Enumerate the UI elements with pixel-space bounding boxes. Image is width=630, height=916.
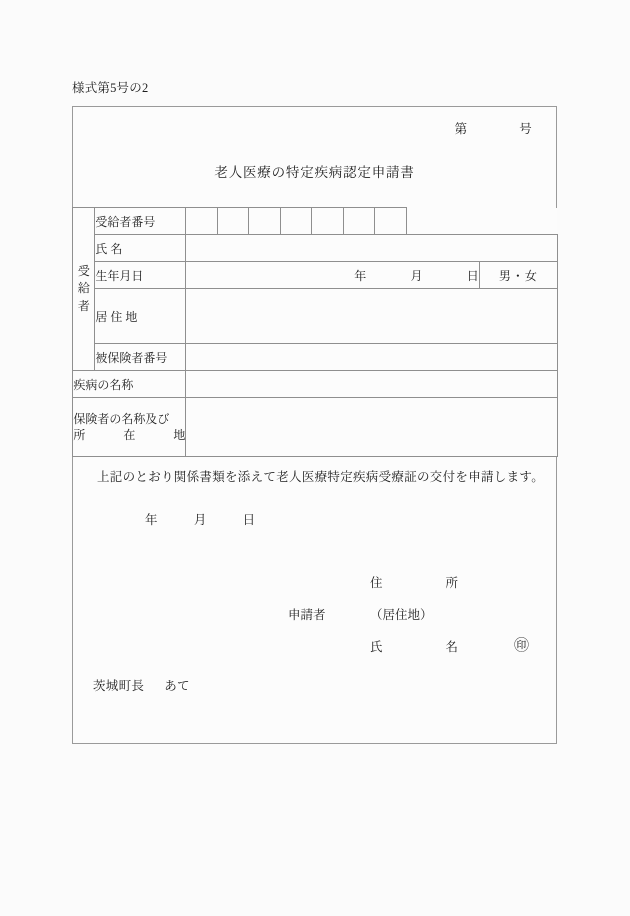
- value-name[interactable]: [186, 235, 558, 262]
- value-disease-name[interactable]: [186, 371, 558, 398]
- applicant-name-row: [288, 630, 538, 662]
- vertical-label-recipient: [73, 208, 95, 371]
- applicant-residence-row: [288, 598, 538, 630]
- label-applicant-residence: （居住地）: [370, 608, 433, 622]
- label-insured-number: 被保険者番号: [95, 344, 186, 371]
- declaration-section: [73, 448, 556, 743]
- vertical-label-char-2: 給: [77, 281, 90, 296]
- sex-selector[interactable]: 男・女: [479, 262, 557, 289]
- form-frame: [72, 106, 557, 744]
- addressee-suffix: あて: [164, 679, 190, 693]
- label-insurer-line2: 所 在 地: [73, 428, 186, 442]
- label-residence: 居 住 地: [95, 289, 186, 344]
- recipient-number-box-4[interactable]: [280, 208, 312, 235]
- birthdate-year-label: 年: [354, 268, 367, 283]
- birthdate-day-label: 日: [466, 268, 479, 283]
- recipient-number-box-5[interactable]: [312, 208, 344, 235]
- recipient-number-trailing-space: [406, 208, 557, 235]
- table-row-birthdate: [73, 262, 558, 289]
- table-row-residence: [73, 289, 558, 344]
- addressee-name: 茨城町長: [93, 679, 145, 693]
- vertical-label-char-3: 者: [77, 298, 90, 313]
- applicant-info-table: [72, 207, 558, 457]
- document-number-suffix: 号: [519, 122, 532, 136]
- recipient-number-box-7[interactable]: [375, 208, 407, 235]
- applicant-block: [288, 566, 538, 662]
- table-row-recipient-number: [73, 208, 558, 235]
- value-insured-number[interactable]: [186, 344, 558, 371]
- seal-stamp-icon: ㊞: [514, 637, 530, 654]
- submission-day-label: 日: [242, 513, 256, 527]
- submission-year-label: 年: [145, 513, 158, 527]
- recipient-number-box-2[interactable]: [217, 208, 249, 235]
- document-number-prefix: 第: [454, 122, 468, 136]
- label-birthdate: 生年月日: [95, 262, 186, 289]
- applicant-address-row: [288, 566, 538, 598]
- form-number: 様式第5号の2: [72, 81, 149, 95]
- applicant-tag: 申請者: [288, 608, 326, 622]
- vertical-label-char-1: 受: [77, 263, 90, 278]
- value-residence[interactable]: [186, 289, 558, 344]
- birthdate-month-label: 月: [410, 268, 423, 283]
- label-applicant-address: 住 所: [370, 576, 458, 590]
- table-row-disease-name: [73, 371, 558, 398]
- submission-date-line[interactable]: [145, 510, 255, 528]
- label-name: 氏 名: [95, 235, 186, 262]
- label-applicant-name: 氏 名: [370, 640, 458, 654]
- label-recipient-number: 受給者番号: [95, 208, 186, 235]
- addressee-line: [93, 676, 190, 694]
- label-disease-name: 疾病の名称: [73, 371, 186, 398]
- label-insurer-line1: 保険者の名称及び: [73, 411, 170, 426]
- recipient-number-box-6[interactable]: [343, 208, 375, 235]
- recipient-number-box-3[interactable]: [249, 208, 281, 235]
- document-number-line: [455, 119, 532, 137]
- value-birthdate[interactable]: [186, 262, 480, 289]
- table-row-name: [73, 235, 558, 262]
- submission-month-label: 月: [193, 513, 207, 527]
- declaration-text: 上記のとおり関係書類を添えて老人医療特定疾病受療証の交付を申請します。: [97, 470, 545, 484]
- page-title: 老人医療の特定疾病認定申請書: [214, 165, 415, 180]
- table-row-insured-number: [73, 344, 558, 371]
- recipient-number-box-1[interactable]: [186, 208, 218, 235]
